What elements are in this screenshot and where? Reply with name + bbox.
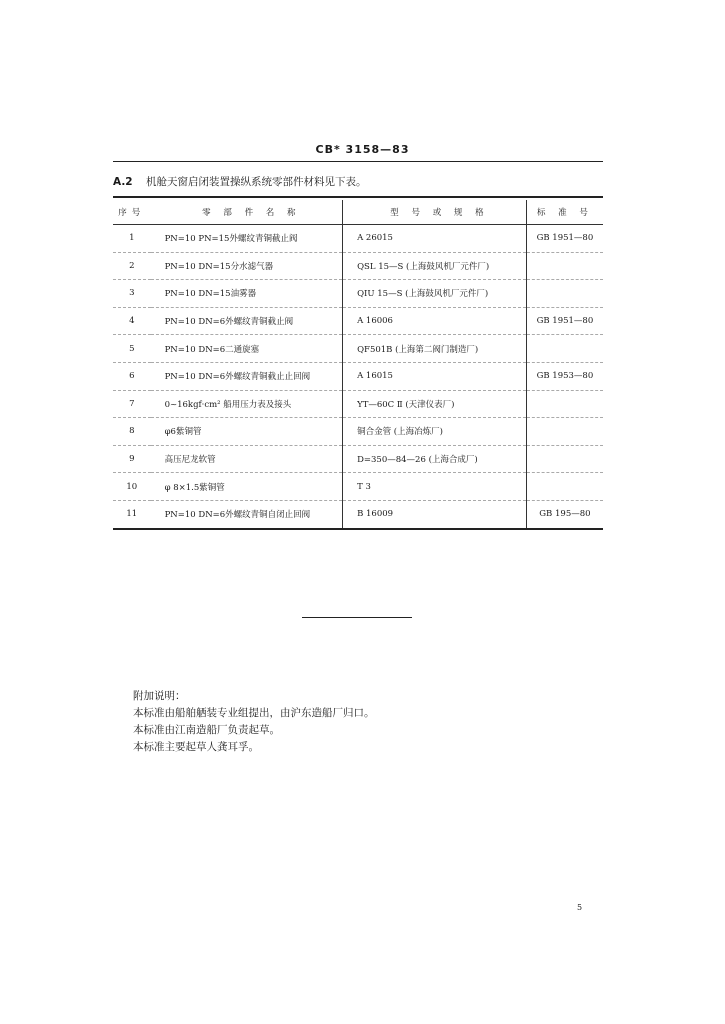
cell-standard: GB 195—80 bbox=[526, 500, 603, 528]
cell-name: φ 8×1.5紫铜管 bbox=[151, 473, 343, 501]
table-row bbox=[113, 418, 603, 446]
table-row bbox=[113, 335, 603, 363]
parts-table bbox=[113, 200, 603, 530]
cell-name: PN=10 DN=6外螺纹青铜截止阀 bbox=[151, 307, 343, 335]
cell-spec: T 3 bbox=[343, 473, 527, 501]
cell-name: 高压尼龙软管 bbox=[151, 445, 343, 473]
cell-no: 8 bbox=[113, 418, 151, 446]
notes-line: 本标准主要起草人龚耳孚。 bbox=[133, 741, 259, 753]
cell-no: 4 bbox=[113, 307, 151, 335]
cell-no: 5 bbox=[113, 335, 151, 363]
cell-spec: 铜合金管 (上海冶炼厂) bbox=[343, 418, 527, 446]
table-row bbox=[113, 390, 603, 418]
header-no: 序号 bbox=[113, 200, 151, 225]
standard-code: CB* 3158—83 bbox=[315, 143, 410, 156]
table-row bbox=[113, 252, 603, 280]
cell-no: 3 bbox=[113, 280, 151, 308]
cell-no: 9 bbox=[113, 445, 151, 473]
section-number: A.2 bbox=[113, 176, 133, 188]
cell-standard bbox=[526, 252, 603, 280]
cell-name: PN=10 DN=15油雾器 bbox=[151, 280, 343, 308]
cell-no: 6 bbox=[113, 362, 151, 390]
cell-name: PN=10 DN=6二通旋塞 bbox=[151, 335, 343, 363]
top-rule bbox=[113, 161, 603, 162]
cell-standard bbox=[526, 280, 603, 308]
additional-notes bbox=[133, 688, 375, 756]
cell-spec: D=350—84—26 (上海合成厂) bbox=[343, 445, 527, 473]
table-row bbox=[113, 445, 603, 473]
header-name: 零 部 件 名 称 bbox=[151, 200, 343, 225]
cell-standard bbox=[526, 335, 603, 363]
table-row bbox=[113, 307, 603, 335]
section-title-text: 机舱天窗启闭装置操纵系统零部件材料见下表。 bbox=[145, 176, 367, 188]
table-row bbox=[113, 473, 603, 501]
cell-spec: A 16006 bbox=[343, 307, 527, 335]
table-row bbox=[113, 225, 603, 253]
cell-name: 0~16kgf·cm² 船用压力表及接头 bbox=[151, 390, 343, 418]
cell-name: PN=10 DN=6外螺纹青铜自闭止回阀 bbox=[151, 500, 343, 528]
table-row bbox=[113, 362, 603, 390]
cell-spec: QF501B (上海第二阀门制造厂) bbox=[343, 335, 527, 363]
notes-line: 本标准由江南造船厂负责起草。 bbox=[133, 724, 280, 736]
cell-spec: QIU 15—S (上海鼓风机厂元件厂) bbox=[343, 280, 527, 308]
cell-name: PN=10 PN=15外螺纹青铜截止阀 bbox=[151, 225, 343, 253]
cell-name: PN=10 DN=6外螺纹青铜截止止回阀 bbox=[151, 362, 343, 390]
cell-spec: A 26015 bbox=[343, 225, 527, 253]
cell-standard: GB 1951—80 bbox=[526, 225, 603, 253]
cell-name: φ6紫铜管 bbox=[151, 418, 343, 446]
cell-no: 2 bbox=[113, 252, 151, 280]
cell-spec: A 16015 bbox=[343, 362, 527, 390]
page-number: 5 bbox=[577, 903, 583, 912]
cell-no: 10 bbox=[113, 473, 151, 501]
table-row bbox=[113, 280, 603, 308]
cell-name: PN=10 DN=15分水滤气器 bbox=[151, 252, 343, 280]
cell-standard bbox=[526, 418, 603, 446]
cell-spec: B 16009 bbox=[343, 500, 527, 528]
notes-line: 本标准由船舶舾装专业组提出，由沪东造船厂归口。 bbox=[133, 707, 375, 719]
section-rule bbox=[113, 196, 603, 198]
cell-standard bbox=[526, 445, 603, 473]
notes-heading: 附加说明： bbox=[133, 690, 186, 702]
table-row bbox=[113, 500, 603, 528]
section-title bbox=[113, 174, 366, 189]
cell-no: 1 bbox=[113, 225, 151, 253]
cell-standard bbox=[526, 473, 603, 501]
end-rule bbox=[302, 617, 412, 618]
cell-spec: QSL 15—S (上海鼓风机厂元件厂) bbox=[343, 252, 527, 280]
cell-standard bbox=[526, 390, 603, 418]
header-spec: 型 号 或 规 格 bbox=[343, 200, 527, 225]
cell-no: 11 bbox=[113, 500, 151, 528]
cell-no: 7 bbox=[113, 390, 151, 418]
cell-standard: GB 1951—80 bbox=[526, 307, 603, 335]
cell-spec: YT—60C Ⅱ (天津仪表厂) bbox=[343, 390, 527, 418]
cell-standard: GB 1953—80 bbox=[526, 362, 603, 390]
table-header-row bbox=[113, 200, 603, 225]
header-standard: 标 准 号 bbox=[526, 200, 603, 225]
